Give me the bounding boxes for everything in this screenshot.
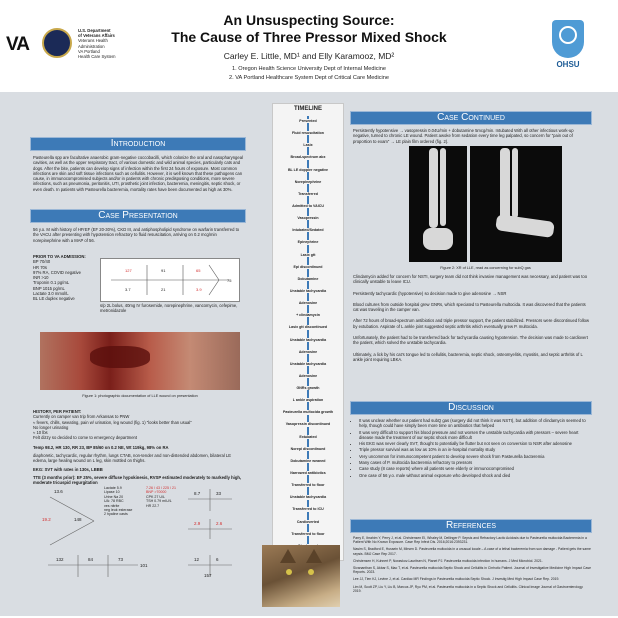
lab-value: 6 — [216, 557, 219, 562]
timeline-event: Extubated — [276, 435, 340, 439]
lab-value: 84 — [88, 557, 94, 562]
xray-bone — [512, 148, 518, 218]
continued-paragraph-6: Unfortunately, the patient had to be transferred back for tachycardia causing hypotension. The decision was made to cardiovert the patient, which solved the unstable tachycardia. — [353, 335, 588, 346]
timeline-event: Intubated/Sedated — [276, 228, 340, 232]
admission-item: Lactate 3.0 mmol/L — [33, 291, 69, 297]
admission-list — [33, 254, 99, 302]
admission-item: HR 70s — [33, 264, 47, 270]
timeline-event: Transferred to floor — [276, 483, 340, 487]
lab-value: 101 — [140, 563, 148, 568]
lab-value: 3.9 — [196, 287, 202, 292]
lab-value: 19.2 — [42, 517, 51, 522]
section-discussion-header: Discussion — [350, 401, 592, 415]
lab-value: 8.7 — [194, 491, 201, 496]
discussion-item: • Very uncommon for immunocompetent patient to develop severe shock from Pasteurella bacteremia — [359, 454, 591, 459]
lab-line: Lactate 5.9 — [104, 486, 122, 490]
reference-item: Sivananthan S, Akbar S, Mao T, et al. Pasteurella multocida Septic Shock and Cellulitis in Cirrhotic Patient. Journal of Investigative Medicine High Impact Case Reports. 2023. — [353, 566, 591, 575]
va-line: VA Portland — [78, 48, 100, 54]
timeline-event: Adenosine — [276, 350, 340, 354]
timeline-event: L ankle aspiration — [276, 398, 340, 402]
timeline-event: Presented — [276, 119, 340, 123]
timeline-title: TIMELINE — [294, 106, 322, 112]
lab-value: 12 — [194, 557, 200, 562]
affiliation-1: 1. Oregon Health Science University Dept of Internal Medicine — [232, 66, 386, 72]
history-item: No longer urinating — [33, 424, 69, 430]
timeline-event: Broad-spectrum abx — [276, 155, 340, 159]
section-references-header: References — [350, 519, 592, 533]
gas-labs-right — [146, 486, 188, 508]
admission-item: Troponin 0.1 pg/mL — [33, 280, 70, 286]
lab-line: CPK 27 U/L — [146, 494, 165, 499]
timeline-event: Adenosine — [276, 374, 340, 378]
admission-items — [33, 259, 99, 301]
admission-item: INR >10 — [33, 275, 49, 281]
xray-bone — [500, 148, 510, 220]
va-line: Health Care System — [78, 54, 116, 60]
timeline-event: Adenosine — [276, 301, 340, 305]
admission-item: BNP 1015 pg/mL — [33, 285, 65, 291]
history-items — [33, 414, 245, 440]
va-logo-mark: VA — [6, 34, 29, 55]
xray-bone — [429, 148, 438, 228]
discussion-item: • It was very difficult to support his blood pressure and not worsen the unstable tachycardia with pressors – severe heart disease made the treatment of our septic shock more difficult — [359, 430, 591, 441]
cat-ear — [280, 549, 296, 563]
timeline-event: Lasix gtt — [276, 253, 340, 257]
poster-title-line1: An Unsuspecting Source: — [223, 12, 395, 28]
lab-line: TSH 0.79 mIU/L — [146, 499, 172, 504]
timeline-event: Dobutamine — [276, 277, 340, 281]
admission-item: BP 70/40 — [33, 259, 51, 265]
timeline-event: Transferred — [276, 192, 340, 196]
continued-paragraph-7: Ultimately, a lick by his cat’s tongue led to cellulitis, bacteremia, septic shock, osteomyelitis, myositis, and septic arthritis of L ankle joint requiring LBKA. — [353, 351, 583, 362]
va-line: Administration — [78, 43, 105, 49]
reference-item: Parry E, Ibrahim Y, Perry J, et al. Christensen EI, Whaley M, Dellinger P. Sepsis and Refractory Lactic Acidosis due to Pasteurella multocida Bacteremia in a Patient With No Known Exposure. Case Rep Infect Dis. 2016;2016:2393231. — [353, 536, 587, 545]
timeline-event: Vasopressin — [276, 216, 340, 220]
lab-value: 91 — [161, 268, 166, 273]
history-block — [33, 409, 245, 489]
figure-1-caption: Figure 1: photographic documentation of LLE wound on presentation — [82, 394, 198, 398]
history-item: ≈ fevers, chills, sweating, pain w/ urination, leg wound (fig. 1) “looks better than usual” — [33, 419, 192, 425]
va-logo-text — [78, 28, 158, 59]
timeline-event: Norepi discontinued — [276, 447, 340, 451]
ohsu-logo — [546, 20, 590, 78]
lab-line: neg leuk esterase — [104, 508, 133, 513]
exam-vitals: Temp 98.2, HR 130, RR 23, BP 85/60 on 0.2 NE, Wt 119kg, 98% on RA — [33, 444, 169, 450]
continued-paragraph-5: After 72 hours of broad-spectrum antibiotics and triple pressor support, the patient stabilized. Pressors were discontinued follow by extubation. Aspirate of L ankle joint suggested septic arthritis which eventually grew P. multocida. — [353, 318, 590, 329]
xray-image-1 — [409, 146, 467, 262]
gas-labs-left — [104, 486, 144, 517]
timeline-event: Fluid resuscitation — [276, 131, 340, 135]
lab-value: 2.9 — [194, 521, 201, 526]
lab-line: 7.26 / 43 / 225 / 21 — [146, 486, 176, 490]
discussion-item: • One case of 56 y.o. male without animal exposure who developed shock and died — [359, 473, 591, 478]
authors: Carley E. Little, MD¹ and Elly Karamooz, MD² — [223, 51, 395, 61]
lab-fishbone-2 — [42, 481, 240, 581]
references-list — [353, 536, 591, 596]
timeline-event: Pasteurella multocida growth — [276, 410, 340, 414]
timeline-event: Transferred to ICU — [276, 507, 340, 511]
discussion-item: • It was unclear whether our patient had subQ gas (surgery did not think it was NSTI), but addition of clindamycin seemed to help, though could have simply been more time on antibiotics that helped — [359, 418, 591, 429]
affiliations — [150, 65, 468, 83]
continued-paragraph-3: Persistently tachycardic (hypotensive) so decision made to give adenosine → NSR — [353, 290, 507, 296]
history-title: HISTORY, PER PATIENT: — [33, 409, 82, 414]
figure-2-caption: Figure 2: XR of LLE, read as concerning for subQ gas — [440, 266, 531, 270]
lab-line: Lipase 10 — [104, 490, 120, 495]
admission-title: PRIOR TO VA ADMISSION: — [33, 254, 86, 259]
continued-paragraph-2: Clindamycin added for concern for NSTI, surgery team did not think invasive management was necessary, and patient was too clinically unstable to leave ICU. — [353, 274, 588, 285]
timeline-event: Vasopressin discontinued — [276, 422, 340, 426]
va-line: Veterans Health — [78, 38, 108, 44]
discussion-list — [353, 418, 591, 479]
lab-value: 157 — [204, 573, 212, 578]
timeline-event: Unstable tachycardia — [276, 495, 340, 499]
lab-value: 3.7 — [125, 287, 131, 292]
ekg-line: EKG: SVT with rates in 130s, LBBB — [33, 466, 103, 472]
reference-item: Lee JJ, Tien KJ, Levine J, et al. Cardiac MR Findings in Pasteurella multocida Septic Shock. J Investig Med High Impact Case Rep. 2019. — [353, 577, 560, 582]
reference-item: Nasim S, Bradford E, Hussein M, Mirsen D. Pasteurella multocida in a unusual locale – A case of a lethal bacteremia from sun damage - Patient gets the same sepsis. BMJ Case Rep 2017. — [353, 547, 591, 556]
lab-value: 2.6 — [216, 521, 223, 526]
lab-fishbone-1 — [100, 258, 240, 302]
poster-header — [0, 0, 618, 92]
continued-paragraph-1: Persistently hypotensive → vasopressin 0.04U/min + dobutamine 5mcg/min. Intubated With all other infectious work-up negative, turned to chronic LE wound. Patient awoke from sedation every time leg palpated, so concern for “pain out of proportion to exam” → LE plain film ordered (fig. 2). — [353, 128, 574, 144]
tte-line: TTE (3 months prior): EF 25%, severe diffuse hypokinesis, RVSP estimated moderately to markedly high, moderate tricuspid regurgitation — [33, 474, 242, 486]
lab-line: 2 hyaline casts — [104, 512, 128, 517]
xray-bone — [423, 228, 453, 250]
history-item: ≈ 10 lbs — [33, 430, 48, 436]
ohsu-shield-icon — [552, 20, 584, 58]
lab-line: ves nitrite — [104, 503, 120, 508]
xray-bone — [495, 214, 555, 238]
cat-eye — [308, 569, 314, 575]
cat-eye — [286, 569, 292, 575]
timeline-event: Unstable tachycardia — [276, 289, 340, 293]
lab-value: 33 — [216, 491, 222, 496]
timeline-event: Admitted to VAICU — [276, 204, 340, 208]
intro-text: Pasteurella spp are facultative anaerobic gram-negative coccobacilli, which colonize the oral and nasopharyngeal cavities, as well as the upper respiratory tract, of various domestic and wild animal species, particularly cats and dogs. After the bite, patients can develop signs of infection within the first 24 hours of exposure. Most common infections are skin and soft tissue infections such as cellulitis. However, it is well known that these pathogens can cause, in immunocompromised subjects and/or in patients with chronic predisposing conditions, more severe infections, such as pneumonia, peritonitis, UTI, prosthetic joint infection, bacteremia, meningitis, septic shock, or even death. In patients with Pasteurella bacteremia, mortality rates have been documented as high as 30%. — [33, 155, 243, 192]
fishbone-lines — [101, 259, 239, 301]
timeline-event: Narrowed antibiotics — [276, 471, 340, 475]
history-item: Felt dizzy so decided to come to emergency department — [33, 435, 138, 441]
affiliation-2: 2. VA Portland Healthcare System Dept of Critical Care Medicine — [228, 75, 389, 81]
discussion-item: • Case study (8 case reports) where all patients were elderly or immunocompromised — [359, 466, 591, 471]
case-intro-text: 56 y.o. M with history of HFrEF (EF 20-30%), CKD III, and antiphospholipid syndrome on warfarin transferred to the VACU after presenting with hypotension refractory to fluid resuscitation, arriving on 0.2 mcg/min norepinephrine with a MAP of 56. — [33, 227, 240, 243]
discussion-items — [353, 418, 591, 478]
admission-item: BL LE duplex negative — [33, 296, 75, 302]
timeline-event: Lasix — [276, 143, 340, 147]
admission-meds: s/p 2L bolus, 40mg IV furosemide, norepinephrine, vancomycin, cefepime, metronidazole — [100, 303, 238, 314]
timeline-event: Lasix gtt discontinued — [276, 325, 340, 329]
wound-photo — [40, 332, 240, 390]
timeline-event: Epi discontinued — [276, 265, 340, 269]
lab-line: Urine Na 20 — [104, 494, 124, 499]
ohsu-label: OHSU — [556, 60, 580, 69]
lab-value: 148 — [74, 517, 82, 522]
history-item: Currently on camper van trip from Arkansas to PNW — [33, 414, 130, 420]
continued-text — [353, 274, 591, 365]
timeline-event: Epinephrine — [276, 240, 340, 244]
section-case-continued-header: Case Continued — [350, 111, 592, 125]
xray-image-2 — [470, 146, 562, 262]
discussion-item: • Many cases of P. multocida bacteremia refractory to pressors — [359, 460, 591, 465]
timeline-event: Norepinephrine — [276, 180, 340, 184]
lab-value: 13.6 — [54, 489, 63, 494]
lab-value: 132 — [56, 557, 64, 562]
timeline-event: Unstable tachycardia — [276, 362, 340, 366]
lab-line: UA: 78 RBC — [104, 499, 124, 504]
va-line: U.S. Department — [78, 28, 111, 33]
timeline-panel — [272, 103, 344, 561]
poster-title-block — [150, 12, 468, 83]
timeline-event: GNRs growth — [276, 386, 340, 390]
va-logo — [6, 28, 156, 70]
timeline-event: Transferred to floor — [276, 532, 340, 536]
lab-value: 127 — [125, 268, 132, 273]
cat-ear — [306, 549, 322, 563]
timeline-event: Cardioverted — [276, 520, 340, 524]
admission-item: 97% RA, COVID negative — [33, 269, 81, 275]
discussion-item: • Triple pressor survival was as low as 10% in an in-hospital mortality study — [359, 447, 591, 452]
va-line: of Veterans Affairs — [78, 33, 115, 39]
discussion-item: • His EKG was never clearly SVT, thought to potentially be flutter but not seen on conversion to NSR after adenosine — [359, 441, 591, 446]
reference-item: Christensen H, Kuhnert P, Norøskov-Lauritsen N, Planet PJ. Pasteurella multocida infection in humans. J Med Microbiol. 2021. — [353, 558, 543, 563]
poster-title-line2: The Cause of Three Pressor Mixed Shock — [171, 29, 447, 45]
exam-detail: diaphoretic, tachycardic, regular rhythm, lungs CTAB, non-tender and non-distended abdomen, bilateral LE edema, large healing wound on L leg, skin mottled on thighs. — [33, 453, 232, 464]
lab-value: 65 — [196, 268, 201, 273]
section-case-presentation-header: Case Presentation — [30, 209, 246, 223]
lab-value: 73 — [118, 557, 124, 562]
xray-bone — [440, 148, 446, 226]
cat-photo — [262, 545, 340, 607]
timeline-event: Unstable tachycardia — [276, 338, 340, 342]
timeline-event: Dobutamine weaned — [276, 459, 340, 463]
timeline-event: + clindamycin — [276, 313, 340, 317]
continued-paragraph-4: Blood cultures from outside hospital grew GNRs, which speciated to Pasteurella multocida. It was discovered that the patients cat was traveling in the camper van. — [353, 301, 586, 313]
lab-line: HR 22.7 — [146, 503, 160, 508]
lab-value: 21 — [161, 287, 166, 292]
timeline-event: BL LE doppler negative — [276, 168, 340, 172]
va-seal-icon — [42, 28, 72, 58]
lab-value: 75 — [227, 278, 232, 283]
section-introduction-header: Introduction — [30, 137, 246, 151]
reference-item: Lim M, Scott ZP, Liu Y, Liu B, Marcus JP, Ryu PM, et al. Pasteurella multocida in a Septic Shock and Cellulitis. Clinical Image Journal of Gastroenterology. 2019. — [353, 584, 584, 593]
lab-line: BNP >70000 — [146, 490, 167, 495]
